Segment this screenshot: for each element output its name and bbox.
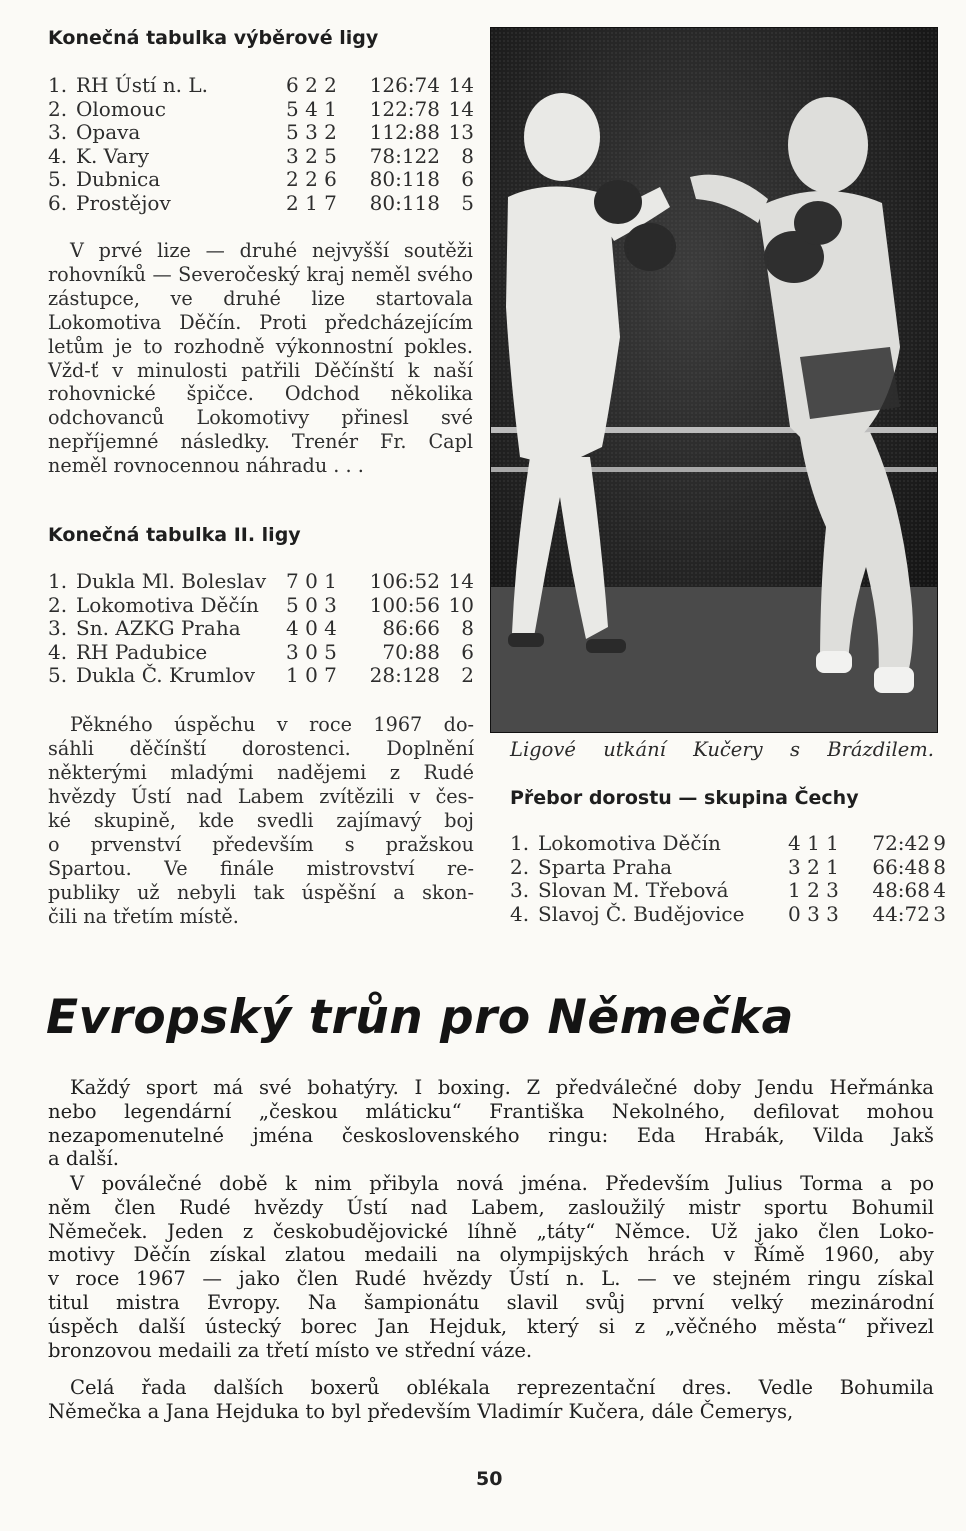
table-row xyxy=(48,74,474,98)
table-cell: 5 xyxy=(461,190,474,215)
table-cell: 14 xyxy=(448,73,474,97)
text-line: bronzovou medaili za třetí místo ve střední váze. xyxy=(48,1338,533,1362)
table-row xyxy=(48,98,474,122)
page-number: 50 xyxy=(476,1468,503,1490)
table-row xyxy=(48,168,474,192)
table-cell: 6 2 2 xyxy=(286,73,337,97)
paragraph-2 xyxy=(48,713,474,929)
table-row xyxy=(48,641,474,665)
table-cell: 1. xyxy=(48,569,68,593)
table-row xyxy=(48,664,474,688)
text-line: Pěkného úspěchu v roce 1967 do- xyxy=(70,713,474,736)
table1 xyxy=(48,74,474,216)
table-cell: Olomouc xyxy=(76,96,166,121)
text-line: Němečka a Jana Hejduka to byl především Vladimír Kučera, dále Čemerys, xyxy=(48,1399,794,1423)
table-cell: Dukla Č. Krumlov xyxy=(76,663,256,688)
article-paragraph-3 xyxy=(48,1376,934,1424)
table-cell: 6. xyxy=(48,190,68,215)
table-row xyxy=(510,856,946,880)
table-cell: 3 0 5 xyxy=(286,639,337,664)
table-cell: 3. xyxy=(510,878,530,903)
table2 xyxy=(48,570,474,688)
table-cell: Dukla Ml. Boleslav xyxy=(76,569,267,593)
article-title: Evropský trůn pro Němečka xyxy=(46,990,794,1045)
text-line: o prvenství především s pražskou xyxy=(48,833,474,856)
table-row xyxy=(510,879,946,903)
table-cell: 7 0 1 xyxy=(286,569,337,593)
table-row xyxy=(48,145,474,169)
table-cell: 70:88 xyxy=(382,639,440,664)
table-row xyxy=(48,617,474,641)
table-cell: Lokomotiva Děčín xyxy=(76,592,259,617)
text-line: ké skupině, kde svedli zajímavý boj xyxy=(48,809,474,832)
table-cell: 0 3 3 xyxy=(788,901,839,926)
table-cell: 6 xyxy=(461,639,474,664)
table-cell: 6 xyxy=(461,167,474,192)
table-cell: 112:88 xyxy=(369,120,440,145)
table-cell: 44:72 xyxy=(872,901,930,926)
table-cell: 86:66 xyxy=(382,616,440,641)
table-cell: 9 xyxy=(933,831,946,855)
table-cell: 48:68 xyxy=(872,878,930,903)
text-line: titul mistra Evropy. Na šampionátu slavil svůj první velký mezinárodní xyxy=(48,1290,934,1314)
table-cell: Opava xyxy=(76,120,141,145)
table-cell: 66:48 xyxy=(872,854,930,879)
table3-title: Přebor dorostu — skupina Čechy xyxy=(510,787,859,809)
table-cell: 5 4 1 xyxy=(286,96,337,121)
table-cell: 8 xyxy=(933,854,946,879)
table1-title: Konečná tabulka výběrové ligy xyxy=(48,27,379,49)
table-cell: RH Padubice xyxy=(76,639,208,664)
text-line: Každý sport má své bohatýry. I boxing. Z předválečné doby Jendu Heřmánka xyxy=(70,1076,934,1099)
table3 xyxy=(510,832,946,926)
table-cell: 122:78 xyxy=(369,96,440,121)
table-cell: K. Vary xyxy=(76,143,150,168)
table-cell: 1 2 3 xyxy=(788,878,839,903)
photo-caption: Ligové utkání Kučery s Brázdilem. xyxy=(510,738,934,761)
table-cell: Sn. AZKG Praha xyxy=(76,616,241,641)
table-cell: 4 0 4 xyxy=(286,616,337,641)
text-line: nebo legendární „českou mláticku“ Františka Nekolného, defilovat mohou xyxy=(48,1099,934,1123)
table-cell: Slovan M. Třebová xyxy=(538,878,729,903)
text-line: V poválečné době k nim přibyla nová jména. Především Julius Torma a po xyxy=(70,1172,934,1195)
table-row xyxy=(48,570,474,594)
table-cell: Slavoj Č. Budějovice xyxy=(538,901,745,926)
table-cell: 2 1 7 xyxy=(286,190,337,215)
table-cell: 4. xyxy=(48,143,68,168)
table-cell: 2 2 6 xyxy=(286,167,337,192)
table-cell: 3 2 1 xyxy=(788,854,839,879)
table-cell: 106:52 xyxy=(369,569,440,593)
table-cell: 2. xyxy=(48,96,68,121)
table-row xyxy=(510,903,946,927)
table-cell: 2. xyxy=(510,854,530,879)
text-line: publiky už nebyli tak úspěšní a skon- xyxy=(48,881,474,904)
table-cell: 3 xyxy=(933,901,946,926)
text-line: úspěch další ústecký borec Jan Hejduk, který si z „věčného města“ přivezl xyxy=(48,1314,934,1338)
text-line: některými mladými nadějemi z Rudé xyxy=(48,761,474,784)
text-line: Celá řada dalších boxerů oblékala reprezentační dres. Vedle Bohumila xyxy=(70,1376,934,1399)
table-cell: 72:42 xyxy=(872,831,930,855)
table-cell: 8 xyxy=(461,143,474,168)
text-line: v roce 1967 — jako člen Rudé hvězdy Ústí n. L. — ve stejném ringu získal xyxy=(48,1267,934,1291)
table-row xyxy=(48,121,474,145)
table2-title: Konečná tabulka II. ligy xyxy=(48,524,301,546)
table-cell: 5. xyxy=(48,167,68,192)
table-row xyxy=(48,192,474,216)
table-cell: 100:56 xyxy=(369,592,440,617)
table-cell: 4 xyxy=(933,878,946,903)
table-cell: 4 1 1 xyxy=(788,831,839,855)
table-cell: 10 xyxy=(448,592,474,617)
table-cell: 1. xyxy=(48,73,68,97)
table-cell: 13 xyxy=(448,120,474,145)
text-line: Spartou. Ve finále mistrovství re- xyxy=(48,857,474,880)
table-cell: 80:118 xyxy=(369,190,440,215)
table-cell: 126:74 xyxy=(369,73,440,97)
boxing-photo-image xyxy=(490,27,938,733)
text-line: něm člen Rudé hvězdy Ústí nad Labem, zasloužilý mistr sportu Bohumil xyxy=(48,1195,934,1219)
table-cell: RH Ústí n. L. xyxy=(76,73,209,97)
table-row xyxy=(48,594,474,618)
table-cell: Prostějov xyxy=(76,190,171,215)
table-cell: 5 0 3 xyxy=(286,592,337,617)
table-cell: 80:118 xyxy=(369,167,440,192)
text-line: hvězdy Ústí nad Labem zvítězili v čes- xyxy=(48,785,474,808)
table-cell: 4. xyxy=(510,901,530,926)
text-line: sáhli děčínští dorostenci. Doplnění xyxy=(48,737,474,760)
article-paragraph-1 xyxy=(48,1076,934,1171)
table-cell: Dubnica xyxy=(76,167,161,192)
table-row xyxy=(510,832,946,856)
table-cell: 5. xyxy=(48,663,68,688)
table-cell: 2. xyxy=(48,592,68,617)
table-cell: 1 0 7 xyxy=(286,663,337,688)
table-cell: 5 3 2 xyxy=(286,120,337,145)
text-line: nezapomenutelné jména československého ringu: Eda Hrabák, Vilda Jakš xyxy=(48,1123,934,1147)
table-cell: 3. xyxy=(48,120,68,145)
table-cell: 28:128 xyxy=(369,663,440,688)
table-cell: 8 xyxy=(461,616,474,641)
table-cell: 78:122 xyxy=(369,143,440,168)
article-paragraph-2 xyxy=(48,1172,934,1362)
table-cell: 3 2 5 xyxy=(286,143,337,168)
text-line: motivy Děčín získal zlatou medaili na olympijských hrách v Římě 1960, aby xyxy=(48,1243,934,1267)
table-cell: 4. xyxy=(48,639,68,664)
text-line: a další. xyxy=(48,1147,119,1171)
table-cell: 14 xyxy=(448,569,474,593)
paragraph-1: V prvé lize — druhé nejvyšší soutěži rohovníků — Severočeský kraj neměl svého zástupce, ve druhé lize startovala Lokomotiva Děčín. Proti předcházejícím letům je to rozhodně výkonnostní pokles. Vžd-ť v minulosti patřili Děčínští k naší rohovnické špičce. Odchod několika odchovanců Lokomotivy přinesl své nepříjemné následky. Trenér Fr. Capl neměl rovnocennou náhradu . . . xyxy=(48,239,473,478)
table-cell: 1. xyxy=(510,831,530,855)
table-cell: 3. xyxy=(48,616,68,641)
table-cell: Lokomotiva Děčín xyxy=(538,831,721,855)
table-cell: Sparta Praha xyxy=(538,854,673,879)
table-cell: 14 xyxy=(448,96,474,121)
text-line: Němeček. Jeden z českobudějovické líhně „táty“ Němce. Už jako člen Loko- xyxy=(48,1219,934,1243)
table-cell: 2 xyxy=(461,663,474,688)
boxing-photo xyxy=(490,27,938,733)
text-line: čili na třetím místě. xyxy=(48,905,239,928)
